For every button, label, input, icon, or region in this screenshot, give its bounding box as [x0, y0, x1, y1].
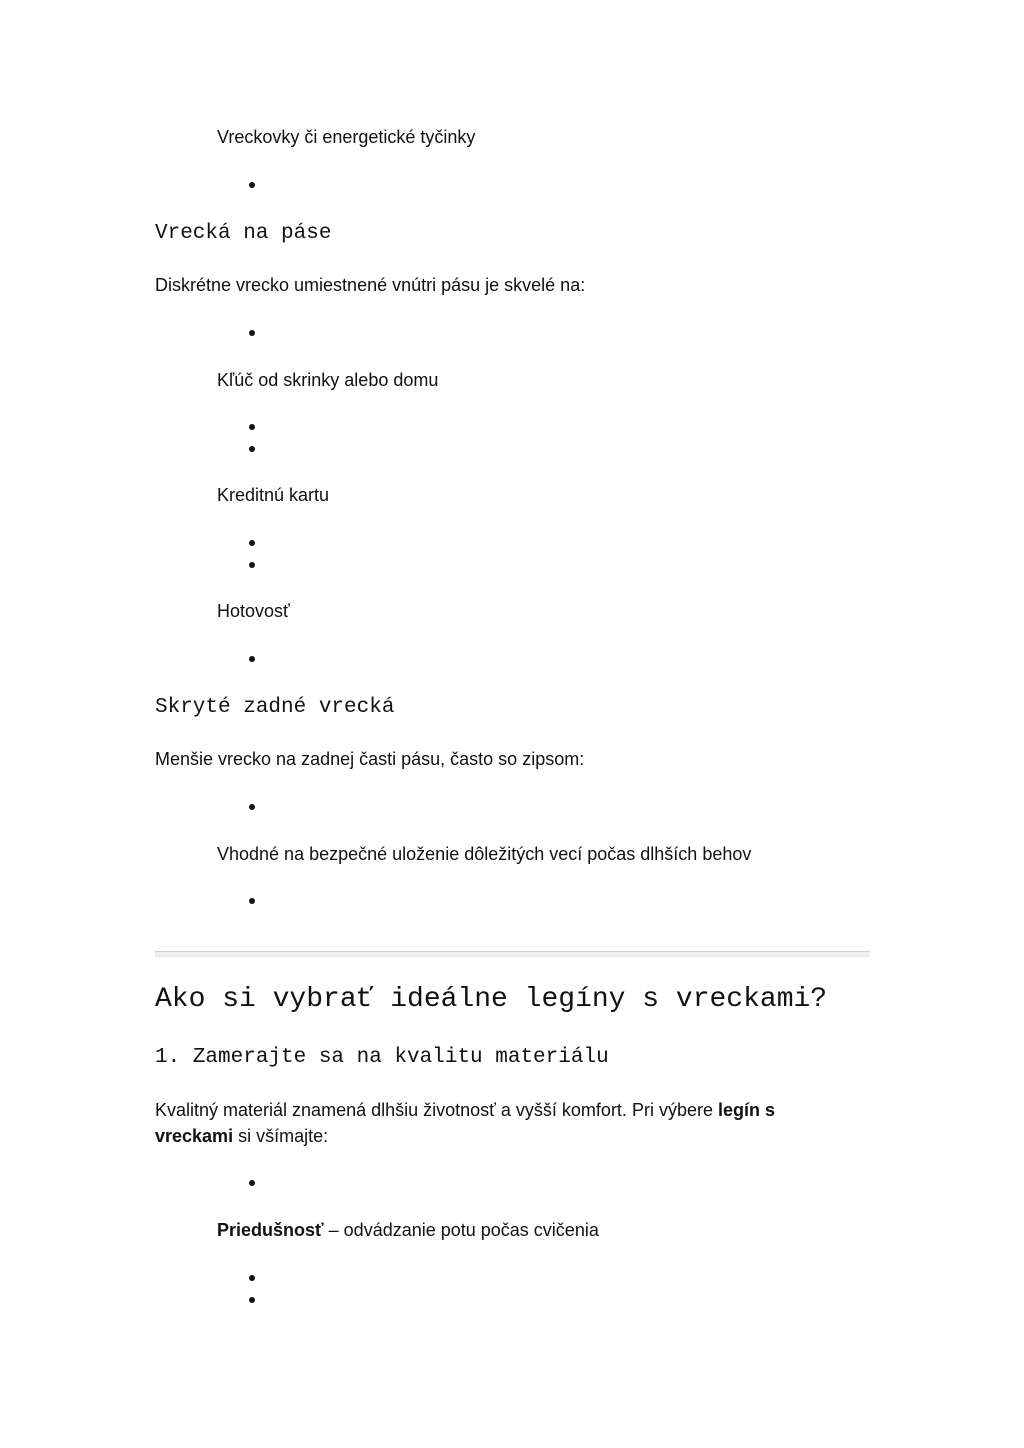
list-item-text: Hotovosť: [217, 601, 290, 621]
section-heading-belt: Vrecká na páse: [155, 222, 332, 245]
section-intro-belt: Diskrétne vrecko umiestnené vnútri pásu je skvelé na:: [155, 275, 586, 295]
bullet-icon: [249, 330, 255, 336]
horizontal-divider: [155, 951, 870, 957]
list-item-text: Kreditnú kartu: [217, 485, 330, 505]
paragraph-text-end: si všímajte:: [233, 1126, 329, 1146]
paragraph-text: Kvalitný materiál znamená dlhšiu životnosť a vyšší komfort. Pri výbere: [155, 1100, 718, 1120]
list-item-text: [217, 1217, 599, 1243]
bullet-icon: [249, 1297, 255, 1303]
bullet-icon: [249, 540, 255, 546]
bullet-icon: [249, 1275, 255, 1281]
list-item-bold: Priedušnosť: [217, 1220, 324, 1240]
bullet-icon: [249, 182, 255, 188]
bullet-icon: [249, 424, 255, 430]
page-heading: Ako si vybrať ideálne legíny s vreckami?: [155, 984, 828, 1015]
bullet-icon: [249, 1180, 255, 1186]
bullet-icon: [249, 898, 255, 904]
list-item-rest: – odvádzanie potu počas cvičenia: [323, 1220, 599, 1240]
list-item-text: Vreckovky či energetické tyčinky: [217, 127, 476, 147]
subheading-material: 1. Zamerajte sa na kvalitu materiálu: [155, 1046, 609, 1069]
section-intro-back: Menšie vrecko na zadnej časti pásu, často so zipsom:: [155, 749, 585, 769]
section-heading-back: Skryté zadné vrecká: [155, 696, 395, 719]
bullet-icon: [249, 562, 255, 568]
bullet-icon: [249, 446, 255, 452]
bullet-icon: [249, 804, 255, 810]
list-item-text: Kľúč od skrinky alebo domu: [217, 370, 439, 390]
bullet-icon: [249, 656, 255, 662]
paragraph-bold: legín s vreckami: [155, 1100, 775, 1146]
paragraph-material: [155, 1097, 815, 1149]
list-item-text: Vhodné na bezpečné uloženie dôležitých vecí počas dlhších behov: [217, 844, 752, 864]
